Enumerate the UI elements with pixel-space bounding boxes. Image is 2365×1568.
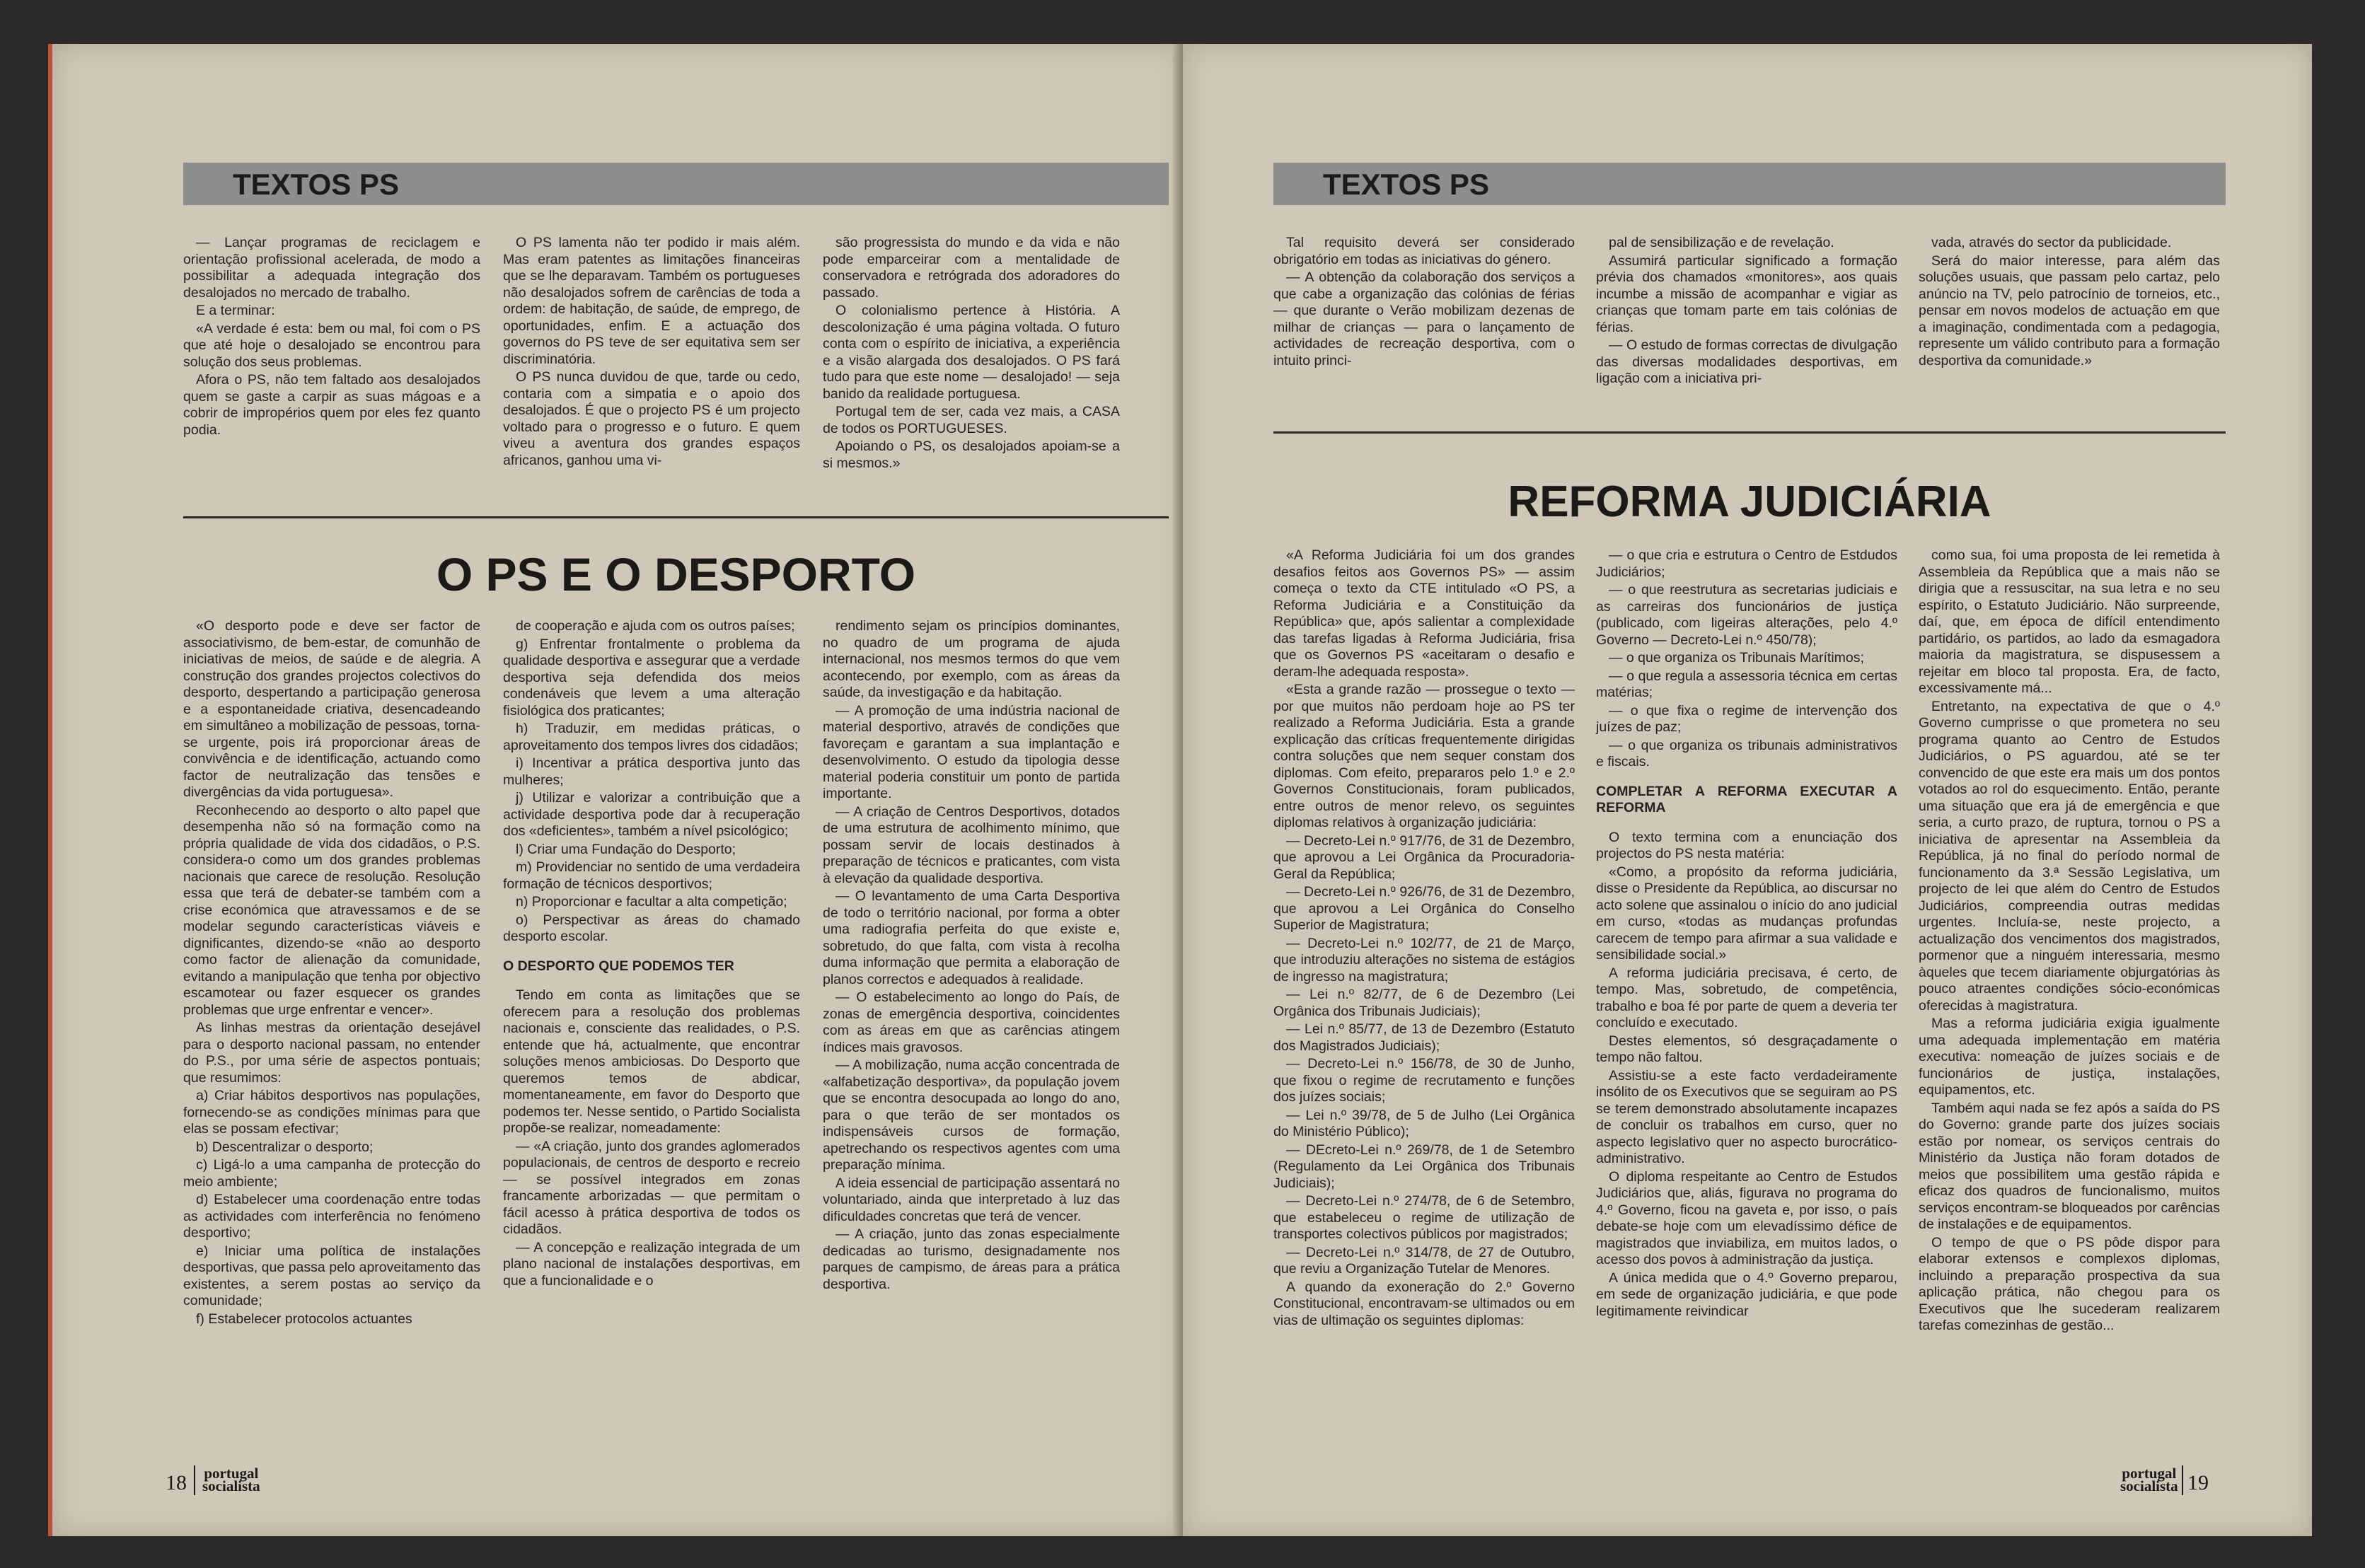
paragraph: — O estudo de formas correctas de divulgação das diversas modalidades desportivas, em ligação com a iniciativa pri- bbox=[1596, 337, 1897, 386]
paragraph: — Lei n.º 82/77, de 6 de Dezembro (Lei Orgânica dos Tribunais Judiciais); bbox=[1273, 987, 1575, 1019]
paragraph: — A criação de Centros Desportivos, dotados de uma estrutura de acolhimento mínimo, que possam servir de locais destinados à preparação de técnicos e praticantes, com vista à elevação da qualidade desportiva. bbox=[823, 803, 1120, 886]
banner-label: TEXTOS PS bbox=[233, 168, 399, 201]
paragraph: — «A criação, junto dos grandes aglomerados populacionais, de centros de desporto e recreio — se possível integrados em zonas francamente arborizadas — que permitam o fácil acesso à prática desportiva de todos os cidadãos. bbox=[503, 1138, 800, 1237]
banner-label: TEXTOS PS bbox=[1323, 168, 1489, 201]
page-number: 19 bbox=[2187, 1471, 2209, 1494]
paragraph: f) Estabelecer protocolos actuantes bbox=[196, 1311, 412, 1327]
paragraph: «Esta a grande razão — prossegue o texto — por que muitos não perdoam hoje ao PS ter realizado a Reforma Judiciária. Esta a grande explicação das críticas frequentemente dirigidas contra soluções que nem sequer constam dos diplomas. Com efeito, prepararos pelo 1.º e 2.º Governos Constitucionais, foram publicados, entre outros de menor relevo, os seguintes diplomas relativos à organização judiciária: bbox=[1273, 682, 1575, 830]
paragraph: — Decreto-Lei n.º 926/76, de 31 de Dezembro, que aprovou a Lei Orgânica do Conselho Superior de Magistratura; bbox=[1273, 884, 1575, 933]
paragraph: — O levantamento de uma Carta Desportiva de todo o território nacional, por forma a obter uma radiografia perfeita do que existe e, sobretudo, do que falta, com vista à recolha duma informação que permita a elaboração de planos correctos e adequados à realidade. bbox=[823, 888, 1120, 987]
paragraph: são progressista do mundo e da vida e não pode emparceirar com a mentalidade de conservadora e retrógrada dos adoradores do passado. bbox=[823, 235, 1120, 301]
page-number: 18 bbox=[166, 1471, 187, 1494]
paragraph: O diploma respeitante ao Centro de Estudos Judiciários que, aliás, figurava no programa do 4.º Governo, ficou na gaveta e, por isso, o país debate-se hoje com um elevadíssimo défice de magistrados que inviabiliza, em muitos lados, o acesso dos povos à administração da justiça. bbox=[1596, 1168, 1897, 1267]
intro-column-3 bbox=[1919, 235, 2220, 371]
paragraph: Destes elementos, só desgraçadamente o tempo não faltou. bbox=[1596, 1033, 1897, 1065]
paragraph: Tal requisito deverá ser considerado obrigatório em todas as iniciativas do género. bbox=[1273, 235, 1575, 267]
article-column-3 bbox=[1919, 547, 2220, 1336]
paragraph: A reforma judiciária precisava, é certo, de tempo. Mas, sobretudo, de competência, trabalho e boa fé por parte de quem a deveria ter concluído e executado. bbox=[1596, 965, 1897, 1030]
section-banner bbox=[1273, 163, 2226, 205]
paragraph: o) Perspectivar as áreas do chamado desporto escolar. bbox=[503, 912, 800, 944]
intro-column-3 bbox=[823, 235, 1120, 473]
intro-column-2 bbox=[1596, 235, 1897, 389]
paragraph: d) Estabelecer uma coordenação entre todas as actividades com interferência no fenómeno desportivo; bbox=[183, 1192, 480, 1241]
paragraph: — Decreto-Lei n.º 274/78, de 6 de Setembro, que estabeleceu o regime de utilização de transportes colectivos públicos por magistrados; bbox=[1273, 1193, 1575, 1242]
page-18 bbox=[48, 44, 1184, 1536]
paragraph: i) Incentivar a prática desportiva junto das mulheres; bbox=[503, 755, 800, 788]
paragraph: — Decreto-Lei n.º 102/77, de 21 de Março, que introduziu alterações no sistema de estágios de ingresso na magistratura; bbox=[1273, 935, 1575, 985]
paragraph: — Lançar programas de reciclagem e orientação profissional acelerada, de modo a possibilitar a adequada integração dos desalojados no mercado de trabalho. bbox=[183, 235, 480, 301]
paragraph: e) Iniciar uma política de instalações desportivas, que passa pelo aproveitamento das existentes, a serem postas ao serviço da comunidade; bbox=[183, 1243, 480, 1308]
paragraph: como sua, foi uma proposta de lei remetida à Assembleia da República que a mais não se dirigia que a ressuscitar, na sua letra e no seu espírito, o Estatuto Judiciário. Não surpreende, daí, que, em época de difícil entendimento partidário, os partidos, ao lado da esmagadora maioria da magistratura, se dispusessem a rejeitar em bloco tal proposta. Era, de facto, excessivamente má... bbox=[1919, 547, 2220, 696]
paragraph: — Lei n.º 85/77, de 13 de Dezembro (Estatuto dos Magistrados Judiciais); bbox=[1273, 1021, 1575, 1054]
paragraph: A quando da exoneração do 2.º Governo Constitucional, encontravam-se ultimados ou em vias de ultimação os seguintes diplomas: bbox=[1273, 1279, 1575, 1328]
paragraph: n) Proporcionar e facultar a alta competição; bbox=[516, 894, 787, 910]
paragraph: de cooperação e ajuda com os outros países; bbox=[516, 618, 795, 634]
section-rule bbox=[1273, 431, 2226, 434]
paragraph: «Como, a propósito da reforma judiciária, disse o Presidente da República, ao discursar no acto solene que assinalou o início do ano judicial em curso, «todas as mudanças profundas carecem de tempo para afirmar a sua validade e sensibilidade social.» bbox=[1596, 864, 1897, 963]
paragraph: A única medida que o 4.º Governo preparou, em sede de organização judiciária, e que pode legitimamente reivindicar bbox=[1596, 1270, 1897, 1319]
article-headline: O PS E O DESPORTO bbox=[436, 548, 916, 600]
paragraph: — A criação, junto das zonas especialmente dedicadas ao turismo, designadamente nos parques de campismo, de áreas para a prática desportiva. bbox=[823, 1226, 1120, 1292]
paragraph: Entretanto, na expectativa de que o 4.º Governo cumprisse o que prometera no seu programa quanto ao Centro de Estudos Judiciários, o PS aguardou, até se ter convencido de que este era mais um dos pontos votados ao rol do esquecimento. Então, perante uma situação que era já de emergência e que seria, a curto prazo, de ruptura, tornou o PS a iniciativa de apresentar na Assembleia da República, já no final do período normal de funcionamento da 3.ª Sessão Legislativa, um projecto de lei que além do Centro de Estudos Judiciários, compreendia outras medidas urgentes. Incluía-se, neste projecto, a actualização dos vencimentos dos magistrados, pormenor que a ninguém interessaria, mesmo àqueles que tecem diariamente objurgatórias às pouco atraentes condições sócio-económicas oferecidas à magistratura. bbox=[1919, 698, 2220, 1014]
paragraph: — Decreto-Lei n.º 314/78, de 27 de Outubro, que reviu a Organização Tutelar de Menores. bbox=[1273, 1244, 1575, 1277]
paragraph: E a terminar: bbox=[196, 303, 275, 318]
paragraph: g) Enfrentar frontalmente o problema da qualidade desportiva e assegurar que a verdade desportiva seja defendida dos meios condenáveis que levem a uma alteração fisiológica dos praticantes; bbox=[503, 636, 800, 719]
magazine-spread bbox=[48, 44, 2312, 1536]
article-column-2 bbox=[1596, 547, 1897, 1321]
article-column-2 bbox=[503, 618, 800, 1291]
paragraph: — O estabelecimento ao longo do País, de zonas de emergência desportiva, coincidentes com as áreas em que as carências atingem índices mais gravosos. bbox=[823, 989, 1120, 1055]
logo-line-2: socialista bbox=[202, 1477, 260, 1494]
paragraph: — A promoção de uma indústria nacional de material desportivo, através de condições que favoreçam e garantam a sua implantação e desenvolvimento. O estudo da tipologia desse material poderia constituir um ponto de partida importante. bbox=[823, 702, 1120, 801]
paragraph: vada, através do sector da publicidade. bbox=[1931, 235, 2172, 250]
publication-logo bbox=[202, 1467, 260, 1492]
section-banner bbox=[183, 163, 1169, 205]
paragraph: — A mobilização, numa acção concentrada de «alfabetização desportiva», da população jovem que se encontra desocupada ao longo do ano, para o que terão de ser montados os indispensáveis cursos de formação, apetrechando os respectivos agentes com uma preparação mínima. bbox=[823, 1057, 1120, 1173]
intro-column-1 bbox=[183, 235, 480, 440]
paragraph: — DEcreto-Lei n.º 269/78, de 1 de Setembro (Regulamento da Lei Orgânica dos Tribunais Judiciais); bbox=[1273, 1142, 1575, 1191]
paragraph: c) Ligá-lo a uma campanha de protecção do meio ambiente; bbox=[183, 1157, 480, 1190]
paragraph: a) Criar hábitos desportivos nas populações, fornecendo-se as condições mínimas para que elas se possam efectivar; bbox=[183, 1088, 480, 1137]
intro-column-2 bbox=[503, 235, 800, 470]
article-headline: REFORMA JUDICIÁRIA bbox=[1508, 477, 1991, 526]
paragraph: Assistiu-se a este facto verdadeiramente insólito de os Executivos que se seguiram ao PS se terem demonstrado absolutamente incapazes de concluir os trabalhos em curso, quer no aspecto legislativo quer no aspecto burocrático-administrativo. bbox=[1596, 1067, 1897, 1166]
paragraph: m) Providenciar no sentido de uma verdadeira formação de técnicos desportivos; bbox=[503, 859, 800, 892]
paragraph: — Decreto-Lei n.º 156/78, de 30 de Junho, que fixou o regime de recrutamento e funções dos juízes sociais; bbox=[1273, 1056, 1575, 1105]
subheading: O DESPORTO QUE PODEMOS TER bbox=[503, 958, 734, 974]
paragraph: As linhas mestras da orientação desejável para o desporto nacional passam, no entender do P.S., por uma série de aspectos pontuais; que resumimos: bbox=[183, 1020, 480, 1086]
paragraph: — o que organiza os tribunais administrativos e fiscais. bbox=[1596, 737, 1897, 770]
section-rule bbox=[183, 516, 1169, 518]
paragraph: Portugal tem de ser, cada vez mais, a CASA de todos os PORTUGUESES. bbox=[823, 404, 1120, 436]
article-column-3 bbox=[823, 618, 1120, 1294]
intro-column-1 bbox=[1273, 235, 1575, 371]
paragraph: A ideia essencial de participação assentará no voluntariado, ainda que interpretado à luz das dificuldades concretas que terá de vencer. bbox=[823, 1175, 1120, 1224]
paragraph: Afora o PS, não tem faltado aos desalojados quem se gaste a carpir as suas mágoas e a cobrir de impropérios quem por eles fez quanto podia. bbox=[183, 372, 480, 438]
paragraph: Mas a reforma judiciária exigia igualmente uma adequada implementação em matéria executiva: nomeação de juízes sociais e de funcionários de justiça, instalações, equipamentos, etc. bbox=[1919, 1016, 2220, 1098]
paragraph: — A concepção e realização integrada de um plano nacional de instalações desportivas, em que a funcionalidade e o bbox=[503, 1239, 800, 1289]
subheading: COMPLETAR A REFORMA EXECUTAR A REFORMA bbox=[1596, 783, 1897, 815]
paragraph: O tempo de que o PS pôde dispor para elaborar extensos e complexos diplomas, incluindo a preparação prospectiva da sua aplicação prática, não chegou para os Executivos que lhe sucederam realizarem tarefas comezinhas de gestão... bbox=[1919, 1234, 2220, 1333]
paragraph: Reconhecendo ao desporto o alto papel que desempenha não só na formação como na própria qualidade de vida dos cidadãos, o P.S. considera-o como um dos grandes problemas nacionais que carece de resolução. Resolução essa que terá de debater-se também com a crise económica que atravessamos e de se modelar segundo características viáveis e dignificantes, dizendo-se «não ao desporto como factor de alienação da comunidade, evitando a manipulação que tenha por objectivo escamotear ou fazer esquecer os grandes problemas que urge enfrentar e vencer». bbox=[183, 802, 480, 1018]
paragraph: «A Reforma Judiciária foi um dos grandes desafios feitos aos Governos PS» — assim começa o texto da CTE intitulado «O PS, a Reforma Judiciária e a Constituição da República» que, após salientar a complexidade das tarefas ligadas à Reforma Judiciária, frisa que os Governos PS «aceitaram o desafio e deram-lhe adequada resposta». bbox=[1273, 547, 1575, 680]
paragraph: — o que regula a assessoria técnica em certas matérias; bbox=[1596, 668, 1897, 700]
paragraph: «O desporto pode e deve ser factor de associativismo, de bem-estar, de comunhão de iniciativas de meios, de saúde e de alegria. A construção dos grandes projectos colectivos do desporto, despertando a participação generosa e a espontaneidade criativa, desencadeando em simultâneo a mobilização de pessoas, torna-se urgente, pois irá proporcionar áreas de convivência e de identificação, actuando como factor de neutralização das tensões e divergências da vida portuguesa». bbox=[183, 618, 480, 800]
paragraph: l) Criar uma Fundação do Desporto; bbox=[516, 841, 736, 857]
logo-line-1: portugal bbox=[204, 1465, 259, 1482]
paragraph: rendimento sejam os princípios dominantes, no quadro de um programa de ajuda internacional, nos mesmos termos do que vem acontecendo, por exemplo, com as áreas da saúde, da investigação e da habitação. bbox=[823, 618, 1120, 700]
page-19 bbox=[1183, 44, 2312, 1536]
paragraph: Tendo em conta as limitações que se oferecem para a resolução dos problemas nacionais e, consciente das realidades, o P.S. entende que há, actualmente, que encontrar soluções menos ambiciosas. Do Desporto que queremos temos de abdicar, momentaneamente, em favor do Desporto que podemos ter. Nesse sentido, o Partido Socialista propõe-se realizar, nomeadamente: bbox=[503, 987, 800, 1136]
paragraph: h) Traduzir, em medidas práticas, o aproveitamento dos tempos livres dos cidadãos; bbox=[503, 721, 800, 753]
publication-logo bbox=[2120, 1467, 2178, 1492]
paragraph: j) Utilizar e valorizar a contribuição que a actividade desportiva pode dar à recuperação dos «deficientes», também a nível psicológico; bbox=[503, 790, 800, 839]
paragraph: Será do maior interesse, para além das soluções usuais, que passam pelo cartaz, pelo anúncio na TV, pelo patrocínio de torneios, etc., pensar em novos modelos de actuação em que a imaginação, condimentada com a pedagogia, represente um válido contributo para a formação desportiva da comunidade.» bbox=[1919, 252, 2220, 368]
paragraph: — Decreto-Lei n.º 917/76, de 31 de Dezembro, que aprovou a Lei Orgânica da Procuradoria-Geral da República; bbox=[1273, 832, 1575, 882]
article-column-1 bbox=[183, 618, 480, 1329]
paragraph: «A verdade é esta: bem ou mal, foi com o PS que até hoje o desalojado se encontrou para solução dos seus problemas. bbox=[183, 320, 480, 370]
folio-divider bbox=[2182, 1465, 2183, 1495]
paragraph: Apoiando o PS, os desalojados apoiam-se a si mesmos.» bbox=[823, 439, 1120, 471]
paragraph: — A obtenção da colaboração dos serviços a que cabe a organização das colónias de férias — que durante o Verão mobilizam dezenas de milhar de crianças — para o lançamento de actividades de recreação desportiva, com o intuito princi- bbox=[1273, 269, 1575, 368]
paragraph: — o que reestrutura as secretarias judiciais e as carreiras dos funcionários de justiça (publicado, com ligeiras alterações, pelo 4.º Governo — Decreto-Lei n.º 450/78); bbox=[1596, 582, 1897, 648]
paragraph: b) Descentralizar o desporto; bbox=[196, 1139, 374, 1155]
paragraph: — o que fixa o regime de intervenção dos juízes de paz; bbox=[1596, 702, 1897, 735]
folio-divider bbox=[194, 1465, 195, 1495]
article-column-1 bbox=[1273, 547, 1575, 1330]
paragraph: O PS lamenta não ter podido ir mais além. Mas eram patentes as limitações financeiras que se lhe deparavam. Também os portugueses não desalojados sofrem de carências de toda a ordem: de habitação, de saúde, de emprego, de oportunidades, enfim. E a actuação dos governos do PS teve de ser equitativa sem ser discriminatória. bbox=[503, 235, 800, 367]
paragraph: pal de sensibilização e de revelação. bbox=[1609, 235, 1834, 250]
paragraph: O texto termina com a enunciação dos projectos do PS nesta matéria: bbox=[1596, 829, 1897, 861]
paragraph: — o que organiza os Tribunais Marítimos; bbox=[1609, 650, 1864, 666]
paragraph: — o que cria e estrutura o Centro de Estdudos Judiciários; bbox=[1596, 547, 1897, 580]
paragraph: O PS nunca duvidou de que, tarde ou cedo, contaria com a simpatia e o apoio dos desalojados. É que o projecto PS é um projecto voltado para o progresso e o futuro. E quem viveu a aventura dos grandes espaços africanos, ganhou uma vi- bbox=[503, 369, 800, 468]
paragraph: — Lei n.º 39/78, de 5 de Julho (Lei Orgânica do Ministério Público); bbox=[1273, 1107, 1575, 1139]
paragraph: O colonialismo pertence à História. A descolonização é uma página voltada. O futuro conta com o espírito de iniciativa, a experiência e a visão alargada dos desalojados. O PS fará tudo para que este nome — desalojado! — seja banido da realidade portuguesa. bbox=[823, 303, 1120, 402]
paragraph: Assumirá particular significado a formação prévia dos chamados «monitores», aos quais incumbe a missão de acompanhar e vigiar as crianças que tomam parte em tais colónias de férias. bbox=[1596, 252, 1897, 335]
logo-line-2: socialista bbox=[2120, 1477, 2178, 1494]
paragraph: Também aqui nada se fez após a saída do PS do Governo: grande parte dos juízes sociais estão por nomear, os serviços centrais do Ministério da Justiça não foram dotados de meios que possibilitem uma gestão rápida e eficaz dos quadros de funcionalismo, muitos serviços encontram-se bloqueados por carências de instalações e de equipamentos. bbox=[1919, 1100, 2220, 1232]
logo-line-1: portugal bbox=[2122, 1465, 2177, 1482]
